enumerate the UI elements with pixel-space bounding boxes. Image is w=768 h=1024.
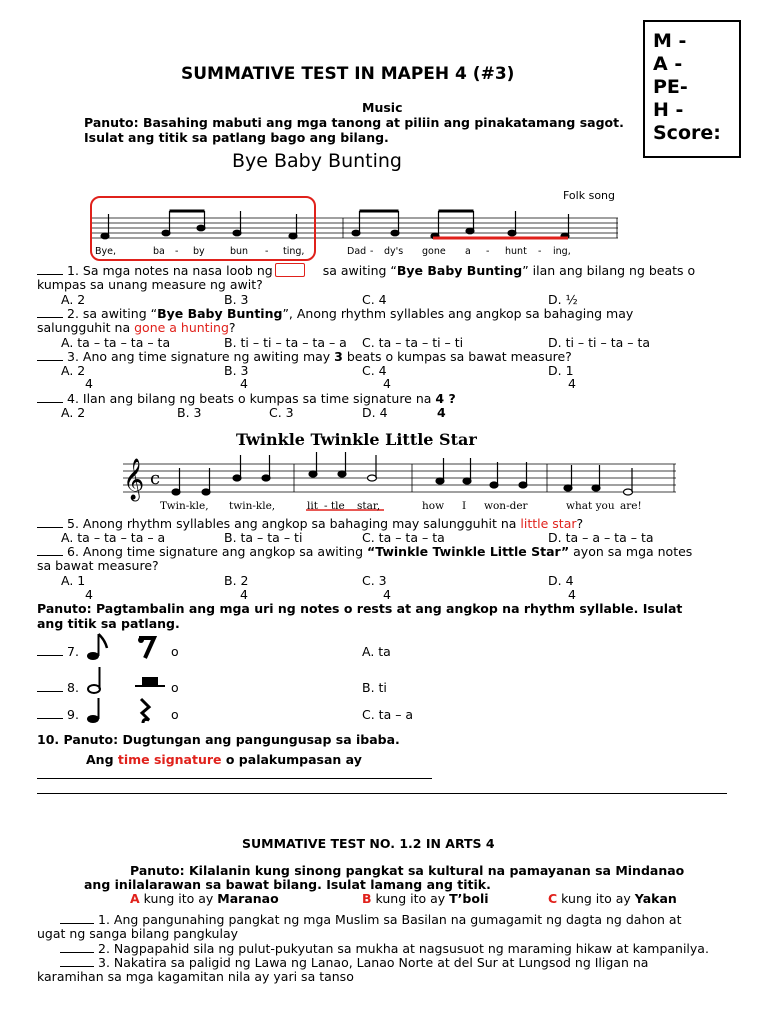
question-4: 4. Ilan ang bilang ng beats o kumpas sa time signature na 4 ?	[37, 391, 456, 406]
answer-blank-6[interactable]	[37, 544, 63, 556]
q3-choice-b: B. 3	[224, 363, 249, 378]
matching-o: o	[171, 680, 179, 695]
q6-denom-a: 4	[85, 587, 93, 602]
quarter-note-and-rest-icon	[85, 695, 165, 725]
q2-choice-a: A. ta – ta – ta – ta	[61, 335, 171, 350]
q1-choice-c: C. 4	[362, 292, 387, 307]
answer-line-1[interactable]	[37, 778, 432, 779]
arts-key-c: C kung ito ay Yakan	[548, 891, 677, 906]
song2-lyric: what you	[566, 500, 615, 512]
question-2-line2: salungguhit na gone a hunting?	[37, 320, 236, 335]
score-h: H -	[653, 99, 684, 121]
song1-lyric: -	[486, 246, 490, 257]
song1-lyric: a	[465, 246, 471, 257]
song1-lyric: Bye,	[95, 246, 117, 257]
song2-lyric: won-der	[484, 500, 528, 512]
q4-choice-d: D. 4	[362, 405, 388, 420]
matching-item-9: 9.	[37, 707, 79, 722]
matching-instruction-2: ang titik sa patlang.	[37, 616, 180, 631]
score-a: A -	[653, 53, 683, 75]
arts-title: SUMMATIVE TEST NO. 1.2 IN ARTS 4	[242, 836, 495, 851]
song1-lyric: -	[175, 246, 179, 257]
answer-line-2[interactable]	[37, 793, 727, 794]
arts-key-a: A kung ito ay Maranao	[130, 891, 279, 906]
q4-denom: 4	[437, 405, 446, 420]
q6-choice-a: A. 1	[61, 573, 86, 588]
q10-instruction: 10. Panuto: Dugtungan ang pangungusap sa ibaba.	[37, 732, 400, 747]
question-1: 1. Sa mga notes na nasa loob ng sa awiting “Bye Baby Bunting” ilan ang bilang ng beats o	[37, 263, 695, 278]
arts-instruction-2: ang inilalarawan sa bawat bilang. Isulat lamang ang titik.	[84, 877, 491, 892]
q5-choice-c: C. ta – ta – ta	[362, 530, 445, 545]
song1-lyric: ba	[153, 246, 165, 257]
q5-choice-d: D. ta – a – ta – ta	[548, 530, 654, 545]
question-1-line2: kumpas sa unang measure ng awit?	[37, 277, 263, 292]
song1-title: Bye Baby Bunting	[232, 150, 402, 172]
song2-lyric: lit	[307, 500, 318, 512]
q4-choice-b: B. 3	[177, 405, 202, 420]
song1-lyric: gone	[422, 246, 446, 257]
song1-lyric: Dad	[347, 246, 367, 257]
question-2: 2. sa awiting “Bye Baby Bunting”, Anong rhythm syllables ang angkop sa bahaging may	[37, 306, 633, 321]
question-6: 6. Anong time signature ang angkop sa awiting “Twinkle Twinkle Little Star” ayon sa mga notes	[37, 544, 692, 559]
q3-denom-b: 4	[240, 376, 248, 391]
q3-choice-a: A. 2	[61, 363, 86, 378]
score-label: Score:	[653, 122, 721, 144]
q5-choice-a: A. ta – ta – ta – a	[61, 530, 166, 545]
answer-blank-5[interactable]	[37, 516, 63, 528]
q6-choice-c: C. 3	[362, 573, 387, 588]
arts-answer-blank-1[interactable]	[60, 912, 94, 924]
q3-choice-d: D. 1	[548, 363, 574, 378]
arts-answer-blank-2[interactable]	[60, 941, 94, 953]
arts-key-b: B kung ito ay T’boli	[362, 891, 489, 906]
q2-choice-b: B. ti – ti – ta – ta – a	[224, 335, 347, 350]
q3-denom-d: 4	[568, 376, 576, 391]
song2-title: Twinkle Twinkle Little Star	[236, 430, 477, 449]
arts-item-3-line2: karamihan sa mga kagamitan nila ay yari sa tanso	[37, 969, 354, 984]
song2-lyric: twin-kle,	[229, 500, 276, 512]
answer-blank-9[interactable]	[37, 707, 63, 719]
q2-choice-c: C. ta – ta – ti – ti	[362, 335, 464, 350]
song2-lyric: star,	[357, 500, 381, 512]
song2-lyric: are!	[620, 500, 642, 512]
matching-answer-c: C. ta – a	[362, 707, 414, 722]
song2-lyric: - tle	[324, 500, 345, 512]
song2-lyric: how	[422, 500, 445, 512]
q3-denom-c: 4	[383, 376, 391, 391]
matching-answer-b: B. ti	[362, 680, 387, 695]
eighth-note-and-rest-icon	[85, 632, 165, 662]
answer-blank-7[interactable]	[37, 644, 63, 656]
matching-instruction-1: Panuto: Pagtambalin ang mga uri ng notes o rests at ang angkop na rhythm syllable. Isulat	[37, 601, 683, 616]
song1-lyric: by	[193, 246, 205, 257]
song1-lyric: dy's	[384, 246, 404, 257]
q5-choice-b: B. ta – ta – ti	[224, 530, 303, 545]
song1-lyric: ing,	[553, 246, 571, 257]
song1-lyric: -	[538, 246, 542, 257]
arts-answer-blank-3[interactable]	[60, 955, 94, 967]
half-note-and-rest-icon	[85, 665, 175, 695]
question-5: 5. Anong rhythm syllables ang angkop sa bahaging may salungguhit na little star?	[37, 516, 583, 531]
song1-lyric: -	[370, 246, 374, 257]
q4-choice-c: C. 3	[269, 405, 294, 420]
score-m: M -	[653, 30, 687, 52]
song2-lyric: Twin-kle,	[160, 500, 209, 512]
arts-item-1: 1. Ang pangunahing pangkat ng mga Muslim sa Basilan na gumagamit ng dagta ng dahon at	[60, 912, 681, 927]
question-6-line2: sa bawat measure?	[37, 558, 159, 573]
matching-item-8: 8.	[37, 680, 79, 695]
arts-item-3: 3. Nakatira sa paligid ng Lawa ng Lanao, Lanao Norte at del Sur at Lungsod ng Iligan na	[60, 955, 648, 970]
q10-prompt: Ang time signature o palakumpasan ay	[86, 752, 362, 767]
q6-denom-b: 4	[240, 587, 248, 602]
song1-lyric: bun	[230, 246, 249, 257]
song1-lyric: ting,	[283, 246, 305, 257]
arts-item-1-line2: ugat ng sanga bilang pangkulay	[37, 926, 239, 941]
matching-answer-a: A. ta	[362, 644, 391, 659]
q4-choice-a: A. 2	[61, 405, 86, 420]
q3-choice-c: C. 4	[362, 363, 387, 378]
q6-denom-d: 4	[568, 587, 576, 602]
q2-choice-d: D. ti – ti – ta – ta	[548, 335, 651, 350]
q6-denom-c: 4	[383, 587, 391, 602]
matching-item-7: 7.	[37, 644, 79, 659]
q1-choice-d: D. ½	[548, 292, 578, 307]
song1-attribution: Folk song	[563, 189, 616, 202]
arts-instruction-1: Panuto: Kilalanin kung sinong pangkat sa kultural na pamayanan sa Mindanao	[130, 863, 685, 878]
song1-lyric: hunt	[505, 246, 527, 257]
q1-choice-a: A. 2	[61, 292, 86, 307]
arts-item-2: 2. Nagpapahid sila ng pulut-pukyutan sa mukha at nagsusuot ng maraming hikaw at kampanilya.	[60, 941, 709, 956]
answer-blank-8[interactable]	[37, 680, 63, 692]
song1-lyric: -	[265, 246, 269, 257]
score-pe: PE-	[653, 76, 688, 98]
q6-choice-b: B. 2	[224, 573, 249, 588]
page-title: SUMMATIVE TEST IN MAPEH 4 (#3)	[181, 64, 515, 84]
music-instruction-1: Panuto: Basahing mabuti ang mga tanong at piliin ang pinakatamang sagot.	[84, 115, 624, 130]
matching-o: o	[171, 707, 179, 722]
q3-denom-a: 4	[85, 376, 93, 391]
question-3: 3. Ano ang time signature ng awiting may 3 beats o kumpas sa bawat measure?	[37, 349, 572, 364]
q6-choice-d: D. 4	[548, 573, 574, 588]
music-instruction-2: Isulat ang titik sa patlang bago ang bilang.	[84, 130, 389, 145]
section-music: Music	[362, 100, 403, 115]
matching-o: o	[171, 644, 179, 659]
svg-text:c: c	[150, 468, 161, 489]
q1-choice-b: B. 3	[224, 292, 249, 307]
song2-lyric: I	[462, 500, 467, 512]
svg-text:𝄞: 𝄞	[123, 459, 145, 500]
